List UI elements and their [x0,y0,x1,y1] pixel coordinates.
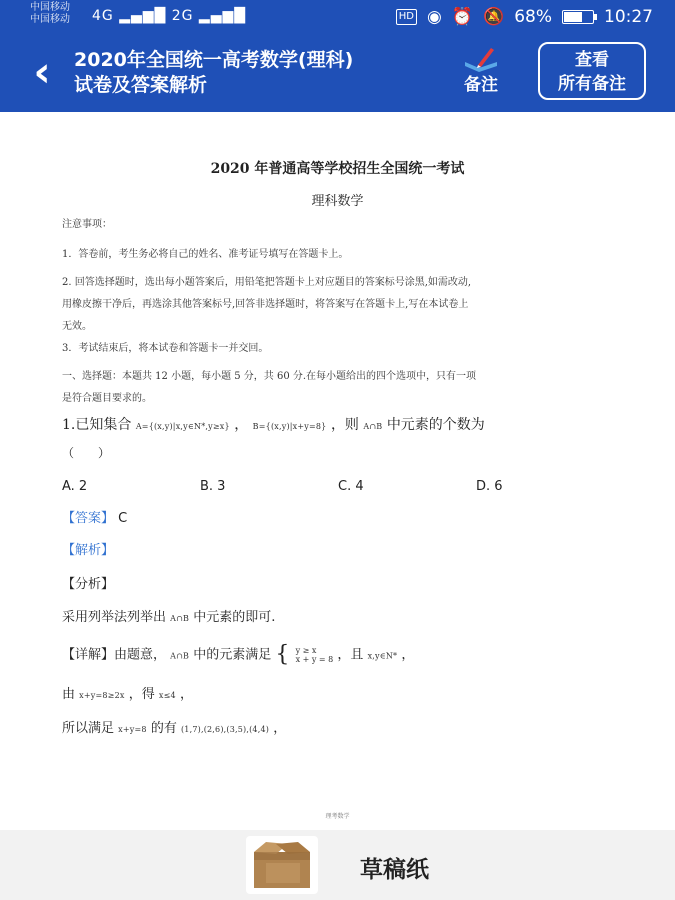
back-icon[interactable]: ‹ [33,47,51,96]
page-title [74,48,424,98]
detail-condition: x,y∈N* [367,651,398,661]
method-text-1: 采用列举法列举出 [62,610,167,625]
derivation-line [62,685,622,706]
set-a-formula: A={(x,y)|x,y∈N*,y≥x} [135,422,230,431]
hd-badge: HD [396,9,417,25]
system-brace: { [275,642,290,667]
question-suffix: ，则 [330,417,359,433]
view-all-notes-button[interactable] [538,42,646,100]
battery-fill [564,12,582,22]
alarm-icon: ⏰ [451,7,474,27]
notice-title: 注意事项： [62,219,112,230]
carrier-name-1: 中国移动 [30,2,70,13]
view-all-line-2: 所有备注 [558,74,626,94]
note-button[interactable] [450,42,512,106]
question-prefix: 1.已知集合 [62,417,132,433]
so-prefix: 所以满足 [62,721,115,736]
document-footer: 理考数学 [325,813,350,820]
so-equation: x+y=8 [118,725,147,734]
answer-row [62,509,127,529]
question-paren: （ ） [62,446,111,460]
section-line-1: 一、选择题：本题共 12 小题，每小题 5 分，共 60 分.在每小题给出的四个选项中，只有一项 [62,371,477,382]
status-icons [396,7,653,27]
fenxi-label: 【分析】 [62,577,115,592]
note-label: 备注 [464,75,498,95]
detail-and: ，且 [337,647,364,663]
note-icon [461,44,501,74]
detail-end: ， [401,647,415,663]
battery-percent: 68% [514,7,552,27]
detail-line [62,644,622,667]
system-bottom: x + y = 8 [295,655,334,664]
derive-result: x≤4 [158,691,176,700]
status-bar [0,0,675,34]
battery-icon [562,10,594,24]
app-header [0,34,675,112]
set-b-formula: B={(x,y)|x+y=8} [252,422,327,431]
derive-end: ， [179,687,193,702]
clock-time: 10:27 [604,7,653,27]
title-line-2: 试卷及答案解析 [74,74,208,96]
exam-document [0,112,675,830]
notice-2-line-2: 用橡皮擦干净后，再选涂其他答案标号,回答非选择题时，将答案写在答题卡上,写在本试卷上 [62,299,469,310]
derive-mid: ，得 [128,687,155,702]
section-line-2: 是符合题目要求的。 [62,393,152,404]
method-line [62,608,622,629]
option-a: A. 2 [62,479,88,494]
detail-label: 【详解】由题意， [62,647,167,663]
option-d: D. 6 [476,479,503,494]
answer-value: C [118,511,128,526]
so-mid: 的有 [150,721,177,736]
system-top: y ≥ x [295,646,317,655]
analysis-label: 【解析】 [62,543,115,558]
scratch-paper-bar[interactable] [0,830,675,900]
method-text-2: 中元素的即可. [193,610,276,625]
notice-3: 3．考试结束后，将本试卷和答题卡一并交回。 [62,343,269,354]
eye-icon: ◉ [427,7,442,27]
mute-icon: 🔕 [483,7,505,27]
carrier-info [30,2,70,26]
question-1 [62,415,622,437]
document-title: 2020 年普通高等学校招生全国统一考试 [210,161,465,177]
method-intersection: A∩B [170,614,190,623]
option-b: B. 3 [200,479,226,494]
option-c: C. 4 [338,479,364,494]
notice-2-line-3: 无效。 [62,321,92,332]
intersection-symbol: A∩B [363,422,383,431]
document-subtitle: 理科数学 [311,194,364,209]
question-end: 中元素的个数为 [386,417,485,433]
title-line-1: 2020年全国统一高考数学(理科) [74,49,354,71]
carrier-name-2: 中国移动 [30,14,70,25]
so-pairs: (1,7),(2,6),(3,5),(4,4) [180,725,270,734]
answer-label: 【答案】 [62,511,115,526]
detail-middle: 中的元素满足 [193,647,272,663]
derive-inequality: x+y=8≥2x [79,691,125,700]
scratch-paper-label: 草稿纸 [360,857,429,883]
question-comma: ， [234,417,249,433]
detail-intersection: A∩B [170,651,190,661]
so-end: ， [273,721,287,736]
signal-icon: 4G ▂▄▆█ 2G ▂▄▆█ [92,8,246,24]
notice-1: 1．答卷前，考生务必将自己的姓名、准考证号填写在答题卡上。 [62,249,349,260]
equation-system [296,646,334,664]
view-all-line-1: 查看 [575,50,609,70]
box-icon[interactable] [246,836,318,894]
conclusion-line [62,719,622,740]
derive-prefix: 由 [62,687,76,702]
notice-2-line-1: 2. 回答选择题时，选出每小题答案后，用铅笔把答题卡上对应题目的答案标号涂黑,如需改动, [62,277,472,288]
